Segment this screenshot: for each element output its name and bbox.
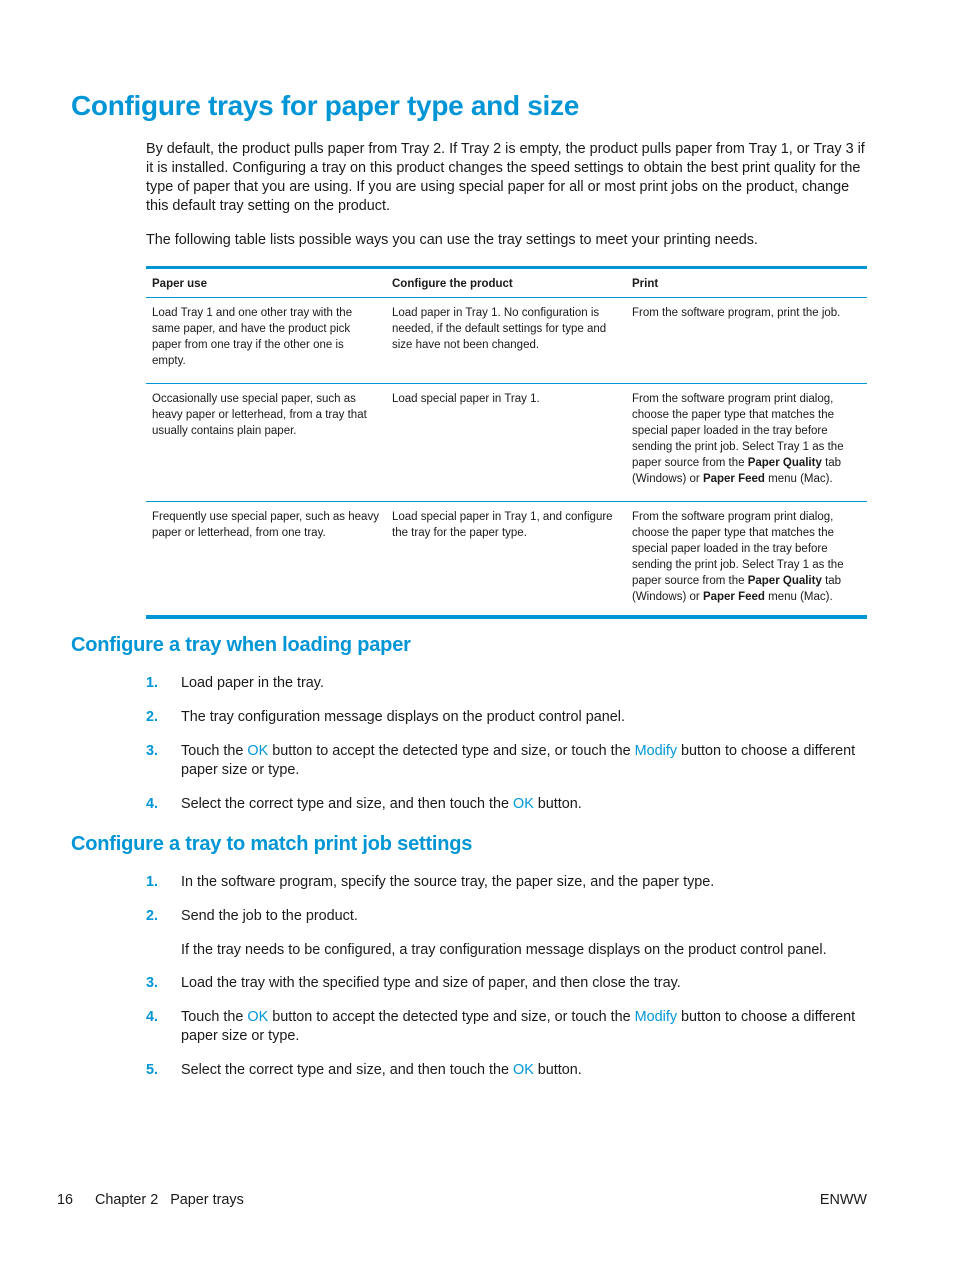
paper-quality-label: Paper Quality [747,457,822,469]
step-number: 5. [146,1062,159,1078]
print-text-e: menu (Mac). [768,591,833,603]
step-text: Select the correct type and size, and then touch the OK button. [181,796,582,812]
step-text: Touch the OK button to accept the detected type and size, or touch the Modify button to choose a different paper size or type. [181,743,856,778]
list-item [146,1008,868,1046]
step-number: 3. [146,975,159,991]
document-code: ENWW [819,1192,867,1208]
step-text: Send the job to the product. [181,908,358,924]
section-title-loading-paper: Configure a tray when loading paper [71,634,411,656]
print-text-e: menu (Mac). [768,473,833,485]
section-title-print-job-settings: Configure a tray to match print job settings [71,833,473,855]
paper-quality-label: Paper Quality [747,575,822,587]
step-number: 2. [146,908,159,924]
tray-settings-table [146,266,867,619]
cell-print: From the software program, print the job. [626,298,867,384]
step-number: 3. [146,743,159,759]
ok-button-reference: OK [247,743,269,759]
step-text: Select the correct type and size, and then touch the OK button. [181,1062,582,1078]
modify-button-reference: Modify [634,1009,678,1025]
step-text: Load paper in the tray. [181,675,324,691]
step-text: Load the tray with the specified type and size of paper, and then close the tray. [181,975,681,991]
ok-button-reference: OK [513,796,534,812]
header-paper-use: Paper use [146,268,386,298]
intro-paragraph: By default, the product pulls paper from Tray 2. If Tray 2 is empty, the product pulls paper from Tray 1, or Tray 3 if it is installed. Configuring a tray on this product changes the speed settings to obtain the best print quality for the type of paper that you are using. If you are using special paper for all or most print jobs on the product, change this default tray setting on the product. [146,141,865,214]
step-number: 2. [146,709,159,725]
list-item [146,795,868,814]
print-text-c: tab (Windows) or [632,575,842,603]
paper-feed-label: Paper Feed [702,591,765,603]
list-item [146,873,868,892]
paper-feed-label: Paper Feed [702,473,765,485]
page-title: Configure trays for paper type and size [71,90,579,121]
list-item [146,974,868,993]
step-note: If the tray needs to be configured, a tray configuration message displays on the product control panel. [181,942,827,958]
print-text-a: From the software program print dialog, choose the paper type that matches the special paper loaded in the tray before sending the print job. Select Tray 1 as the paper source from the [632,511,844,587]
cell-print [626,384,867,502]
cell-paper-use: Load Tray 1 and one other tray with the same paper, and have the product pick paper from one tray if the other one is empty. [146,298,386,384]
header-print: Print [626,268,867,298]
step-text: Touch the OK button to accept the detected type and size, or touch the Modify button to choose a different paper size or type. [181,1009,856,1044]
print-text-c: tab (Windows) or [632,457,842,485]
table-row [146,502,867,618]
table-intro-paragraph: The following table lists possible ways you can use the tray settings to meet your printing needs. [146,232,758,248]
header-configure: Configure the product [386,268,626,298]
table-row [146,384,867,502]
modify-button-reference: Modify [634,743,678,759]
page-number: 16 [57,1192,74,1208]
list-item [146,708,868,727]
cell-paper-use: Occasionally use special paper, such as heavy paper or letterhead, from a tray that usually contains plain paper. [146,384,386,502]
cell-configure: Load special paper in Tray 1. [386,384,626,502]
table-row [146,298,867,384]
table-header-row [146,268,867,298]
cell-paper-use: Frequently use special paper, such as heavy paper or letterhead, from one tray. [152,511,379,539]
step-number: 1. [146,874,159,890]
cell-configure: Load paper in Tray 1. No configuration is needed, if the default settings for type and size have not been changed. [386,298,626,384]
print-text-a: From the software program print dialog, choose the paper type that matches the special paper loaded in the tray before sending the print job. Select Tray 1 as the paper source from the [632,393,844,469]
ok-button-reference: OK [247,1009,269,1025]
step-number: 4. [146,1009,159,1025]
ok-button-reference: OK [513,1062,534,1078]
step-number: 4. [146,796,159,812]
cell-print [626,502,867,618]
chapter-label: Chapter 2 Paper trays [95,1192,244,1208]
step-text: In the software program, specify the source tray, the paper size, and the paper type. [181,874,715,890]
cell-configure: Load special paper in Tray 1, and configure the tray for the paper type. [392,511,613,539]
list-item [146,1061,868,1080]
step-text: The tray configuration message displays on the product control panel. [181,709,625,725]
list-item [146,907,868,960]
list-item [146,742,868,780]
step-number: 1. [146,675,159,691]
list-item [146,674,868,693]
